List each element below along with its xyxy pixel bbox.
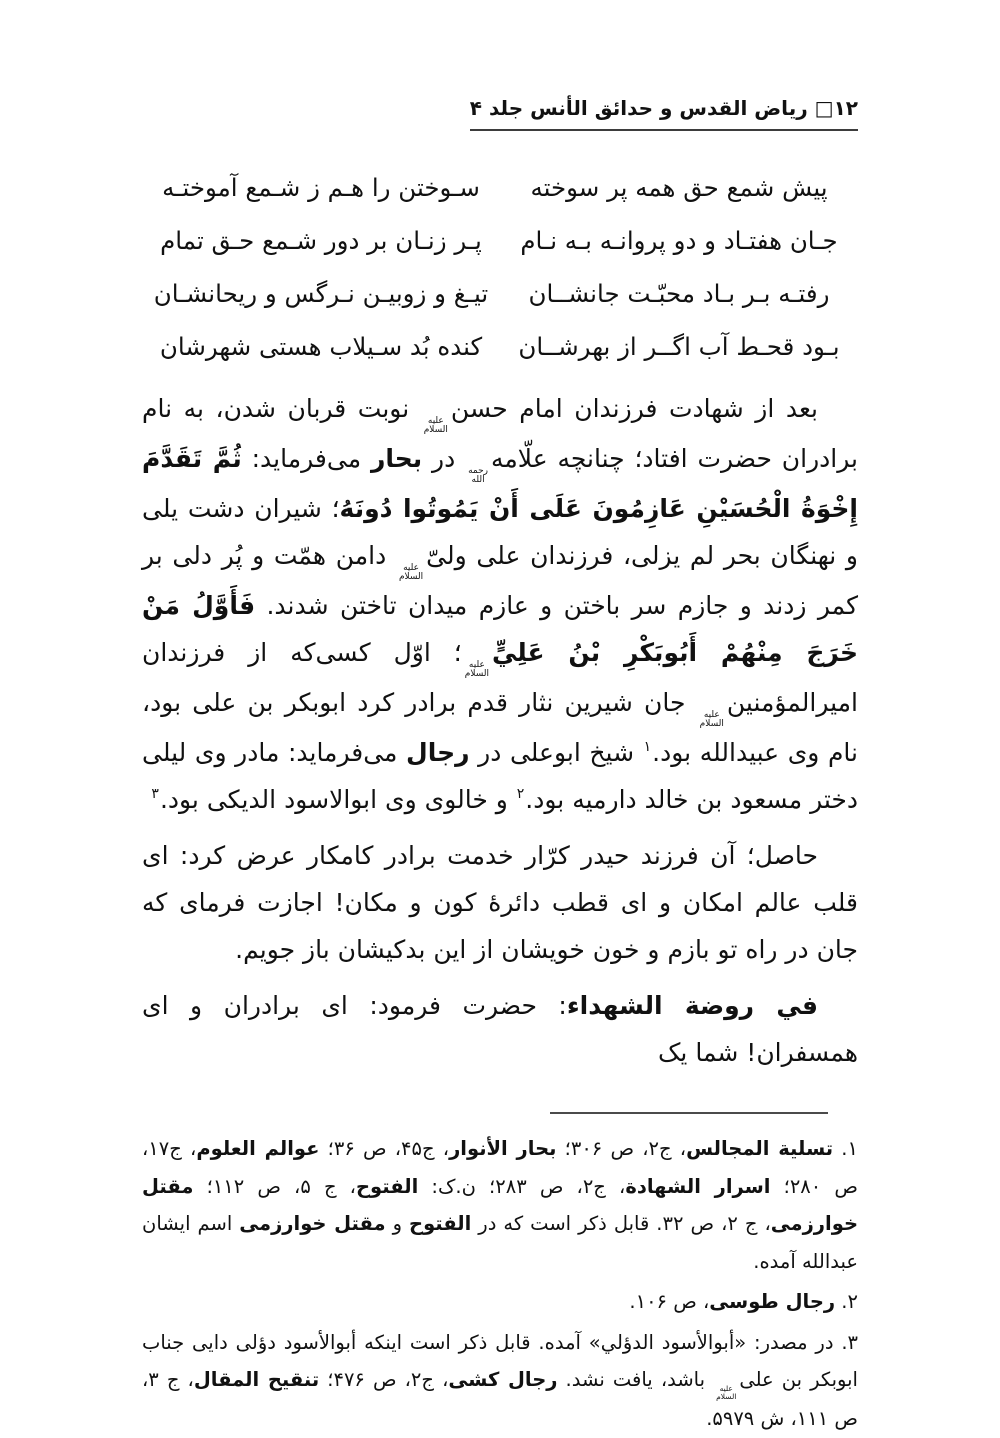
bold-text-run: مقتل خوارزمی [239, 1212, 386, 1235]
poem-couplet [142, 320, 858, 373]
bold-text-run: تنقیح المقال [193, 1368, 320, 1391]
text-run: ، ج ۲، ص ۳۲. قابل ذکر است که در [471, 1212, 771, 1235]
text-run: در [422, 444, 466, 473]
text-run: ، ج۲، ص ۴۷۶؛ [319, 1368, 449, 1391]
hemistich-left: کنده بُد سـیلاب هستی شهرشان [159, 332, 483, 361]
footnote-ref: ۳ [151, 786, 159, 802]
honorific-rahimahullah-icon: رحمه الله [468, 466, 489, 485]
text-run: ۲. [835, 1290, 858, 1313]
text-run: نوبت قربان شدن، به نام برادران حضرت افتاد؛ چنانچه علّامه [142, 394, 858, 473]
bold-text-run: في روضة الشهداء [566, 991, 818, 1020]
bold-text-run: بحار [370, 444, 423, 473]
text-run: ، ج ۵، ص ۱۱۲؛ [193, 1174, 356, 1198]
poem-couplet [142, 214, 858, 267]
bold-text-run: تسلية المجالس [686, 1137, 834, 1160]
text-run: ۳. در مصدر: «أبوالأسود الدؤلي» آمده. قابل ذکر است اینکه أبوالأسود دؤلی دایی جناب ابوبکر بن علی [142, 1330, 858, 1391]
hemistich-left: پـر زنـان بر دور شـمع حـق تمام [160, 226, 482, 255]
footnote-separator [550, 1112, 828, 1114]
bold-text-run: رجال [406, 738, 470, 767]
bold-text-run: الفتوح [355, 1174, 419, 1198]
bold-text-run: فَأَوَّلُ مَنْ خَرَجَ مِنْهُمْ أَبُوبَكْرِ بْنُ عَلِيٍّ [142, 591, 858, 667]
hemistich-right: پیش شمع حق همه پر سوخته [530, 173, 828, 202]
text-run: ، ص ۱۰۶. [629, 1290, 710, 1313]
bold-text-run: رجال طوسی [709, 1290, 836, 1313]
text-run: ، ج۱۷، ص ۲۸۰؛ [142, 1137, 858, 1198]
bold-text-run: الفتوح [409, 1212, 472, 1235]
honorific-alayhis-salam-icon: عليه السلام [398, 563, 424, 582]
text-run: ، ج۴۵، ص ۳۶؛ [319, 1137, 450, 1160]
footnote [142, 1283, 858, 1321]
hemistich-right: رفتـه بـر بـاد محبّـت جانشــان [528, 279, 830, 308]
paragraph [142, 982, 858, 1076]
honorific-alayhis-salam-icon: عليه السلام [716, 1384, 737, 1401]
text-run: می‌فرماید: [241, 444, 371, 473]
footnote [142, 1130, 858, 1280]
text-run: ؛ شیران دشت یلی و نهنگان بحر لم یزلی، فرزندان علی ولیّ [142, 494, 858, 570]
text-run: جان شیرین نثار قدم برادر کرد ابوبکر بن علی بود، نام وی عبیدالله بود. [142, 688, 858, 767]
running-head: ۱۲□ ریاض القدس و حدائق الأنس جلد ۴ [470, 96, 858, 131]
bold-text-run: عوالم العلوم [196, 1137, 320, 1160]
text-run: ؛ اوّل کسی‌که از فرزندان امیرالمؤمنین [142, 638, 858, 717]
text-run: باشد، یافت نشد. [557, 1368, 714, 1391]
honorific-alayhis-salam-icon: عليه السلام [699, 710, 724, 729]
footnote [142, 1324, 858, 1438]
body-text [142, 385, 858, 1076]
text-run: ، ج ۳، ص ۱۱۱، ش ۵۹۷۹. [142, 1368, 858, 1430]
bold-text-run: مقتل خوارزمی [142, 1174, 858, 1235]
text-run: می‌فرماید: مادر وی لیلی دختر مسعود بن خالد دارمیه بود. [142, 738, 858, 814]
page-header [142, 96, 858, 131]
text-run: : حضرت فرمود: ای برادران و ای همسفران! شما یک [142, 991, 858, 1067]
text-run: ۱. [833, 1137, 858, 1160]
hemistich-right: بـود قحـط آب اگــر از بهرشــان [518, 332, 840, 361]
text-run: اسم ایشان عبدالله آمده. [142, 1212, 858, 1273]
poem-couplet [142, 267, 858, 320]
poem [142, 161, 858, 373]
text-run: و [385, 1212, 410, 1235]
paragraph [142, 385, 858, 823]
bold-text-run: ثُمَّ تَقَدَّمَ إِخْوَةُ الْحُسَيْنِ عَازِمُونَ عَلَى أَنْ يَمُوتُوا دُونَهُ [142, 444, 858, 523]
honorific-alayhis-salam-icon: عليه السلام [423, 416, 448, 435]
text-run: بعد از شهادت فرزندان امام حسن [450, 394, 818, 423]
text-run: و خالوی وی ابوالاسود الدیکی بود. [159, 785, 516, 814]
honorific-alayhis-salam-icon: عليه السلام [464, 660, 489, 679]
text-run: حاصل؛ آن فرزند حیدر کرّار خدمت برادر کامکار عرض کرد: ای قلب عالم امکان و ای قطب دائرهٔ کون و مکان! اجازت فرمای که جان در راه تو بازم و خون خویشان از این بدکیشان باز جویم. [142, 841, 858, 964]
poem-couplet [142, 161, 858, 214]
footnote-ref: ۲ [516, 786, 525, 802]
text-run: شیخ ابوعلی در [469, 738, 643, 767]
hemistich-left: سـوختن را هـم ز شـمع آموختـه [162, 173, 480, 202]
bold-text-run: رجال کشی [448, 1368, 558, 1391]
footnote-ref: ۱ [643, 739, 652, 755]
text-run: ، ج۲، ص ۲۸۳؛ ن.ک: [418, 1174, 626, 1198]
bold-text-run: بحار الأنوار [449, 1137, 557, 1160]
hemistich-left: تیـغ و زوبیـن نـرگس و ریحانشـان [153, 279, 489, 308]
footnotes [142, 1130, 858, 1438]
paragraph [142, 832, 858, 973]
bold-text-run: اسرار الشهادة [625, 1174, 771, 1198]
hemistich-right: جـان هفتـاد و دو پروانـه بـه نـام [520, 226, 838, 255]
text-run: دامن همّت و پُر دلی بر کمر زدند و جازم سر باختن و عازم میدان تاختن شدند. [142, 541, 858, 620]
text-run: ، ج۲، ص ۳۰۶؛ [556, 1137, 687, 1160]
